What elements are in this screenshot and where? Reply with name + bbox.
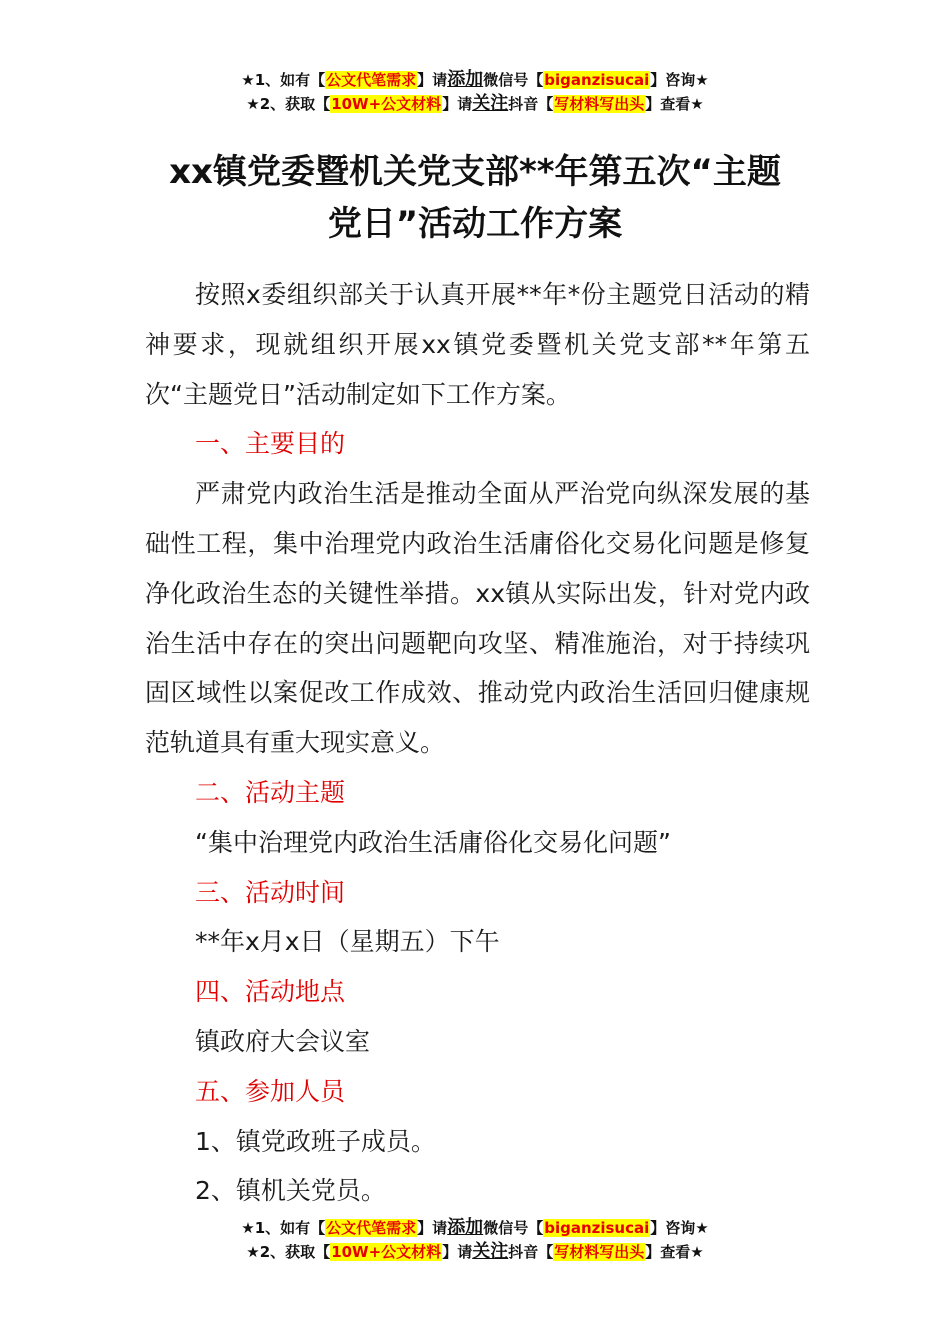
intro-paragraph: 按照x委组织部关于认真开展**年*份主题党日活动的精神要求，现就组织开展xx镇党委暨机关党支部**年第五次“主题党日”活动制定如下工作方案。 [145,280,810,409]
header-banner [0,68,950,116]
banner-text: ★2、获取【 [246,1243,331,1261]
banner-text: 】请 [417,1219,448,1237]
banner-text: 】查看★ [645,95,704,113]
banner-text: 抖音【 [508,95,554,113]
banner-text: 】请 [417,71,448,89]
banner-text: 微信号【 [483,1219,544,1237]
participant-item: 2、镇机关党员。 [195,1176,386,1206]
banner-underline: 添加 [447,1217,484,1238]
banner-line-2 [0,92,950,116]
banner-text: ★1、如有【 [241,71,326,89]
banner-text: ★2、获取【 [246,95,331,113]
banner-text: 微信号【 [483,71,544,89]
footer-banner [0,1216,950,1264]
section-body-time: **年x月x日（星期五）下午 [195,927,500,957]
section-heading-purpose: 一、主要目的 [195,429,346,459]
banner-highlight: 写材料写出头 [554,95,645,113]
banner-line-2 [0,1240,950,1264]
banner-underline: 添加 [447,69,484,90]
banner-underline: 关注 [472,1241,509,1262]
participant-item: 1、镇党政班子成员。 [195,1126,436,1156]
title-line-2: 党日”活动工作方案 [327,204,623,244]
banner-text: ★1、如有【 [241,1219,326,1237]
section-heading-theme: 二、活动主题 [195,777,346,807]
banner-highlight: 公文代笔需求 [326,71,417,89]
banner-highlight: 公文代笔需求 [326,1219,417,1237]
section-heading-time: 三、活动时间 [195,877,346,907]
section-body-theme: “集中治理党内政治生活庸俗化交易化问题” [195,827,671,857]
section-body-purpose: 严肃党内政治生活是推动全面从严治党向纵深发展的基础性工程，集中治理党内政治生活庸俗化交易化问题是修复净化政治生态的关键性举措。xx镇从实际出发，针对党内政治生活中存在的突出问题靶向攻坚、精准施治，对于持续巩固区域性以案促改工作成效、推动党内政治生活回归健康规范轨道具有重大现实意义。 [145,479,810,758]
banner-highlight: 写材料写出头 [554,1243,645,1261]
banner-line-1 [0,1216,950,1240]
document-title [0,146,950,250]
banner-text: 】查看★ [645,1243,704,1261]
banner-underline: 关注 [472,93,509,114]
section-heading-participants: 五、参加人员 [195,1076,346,1106]
banner-highlight: biganzisucai [544,1219,650,1237]
banner-highlight: biganzisucai [544,71,650,89]
title-line-1: xx镇党委暨机关党支部**年第五次“主题 [169,152,781,192]
banner-text: 】咨询★ [650,71,709,89]
section-heading-location: 四、活动地点 [195,977,346,1007]
banner-line-1 [0,68,950,92]
document-body [145,270,810,1216]
banner-text: 】请 [442,1243,473,1261]
banner-text: 抖音【 [508,1243,554,1261]
banner-highlight: 10W+公文材料 [331,1243,442,1261]
banner-text: 】咨询★ [650,1219,709,1237]
banner-text: 】请 [442,95,473,113]
section-body-location: 镇政府大会议室 [195,1026,371,1056]
banner-highlight: 10W+公文材料 [331,95,442,113]
